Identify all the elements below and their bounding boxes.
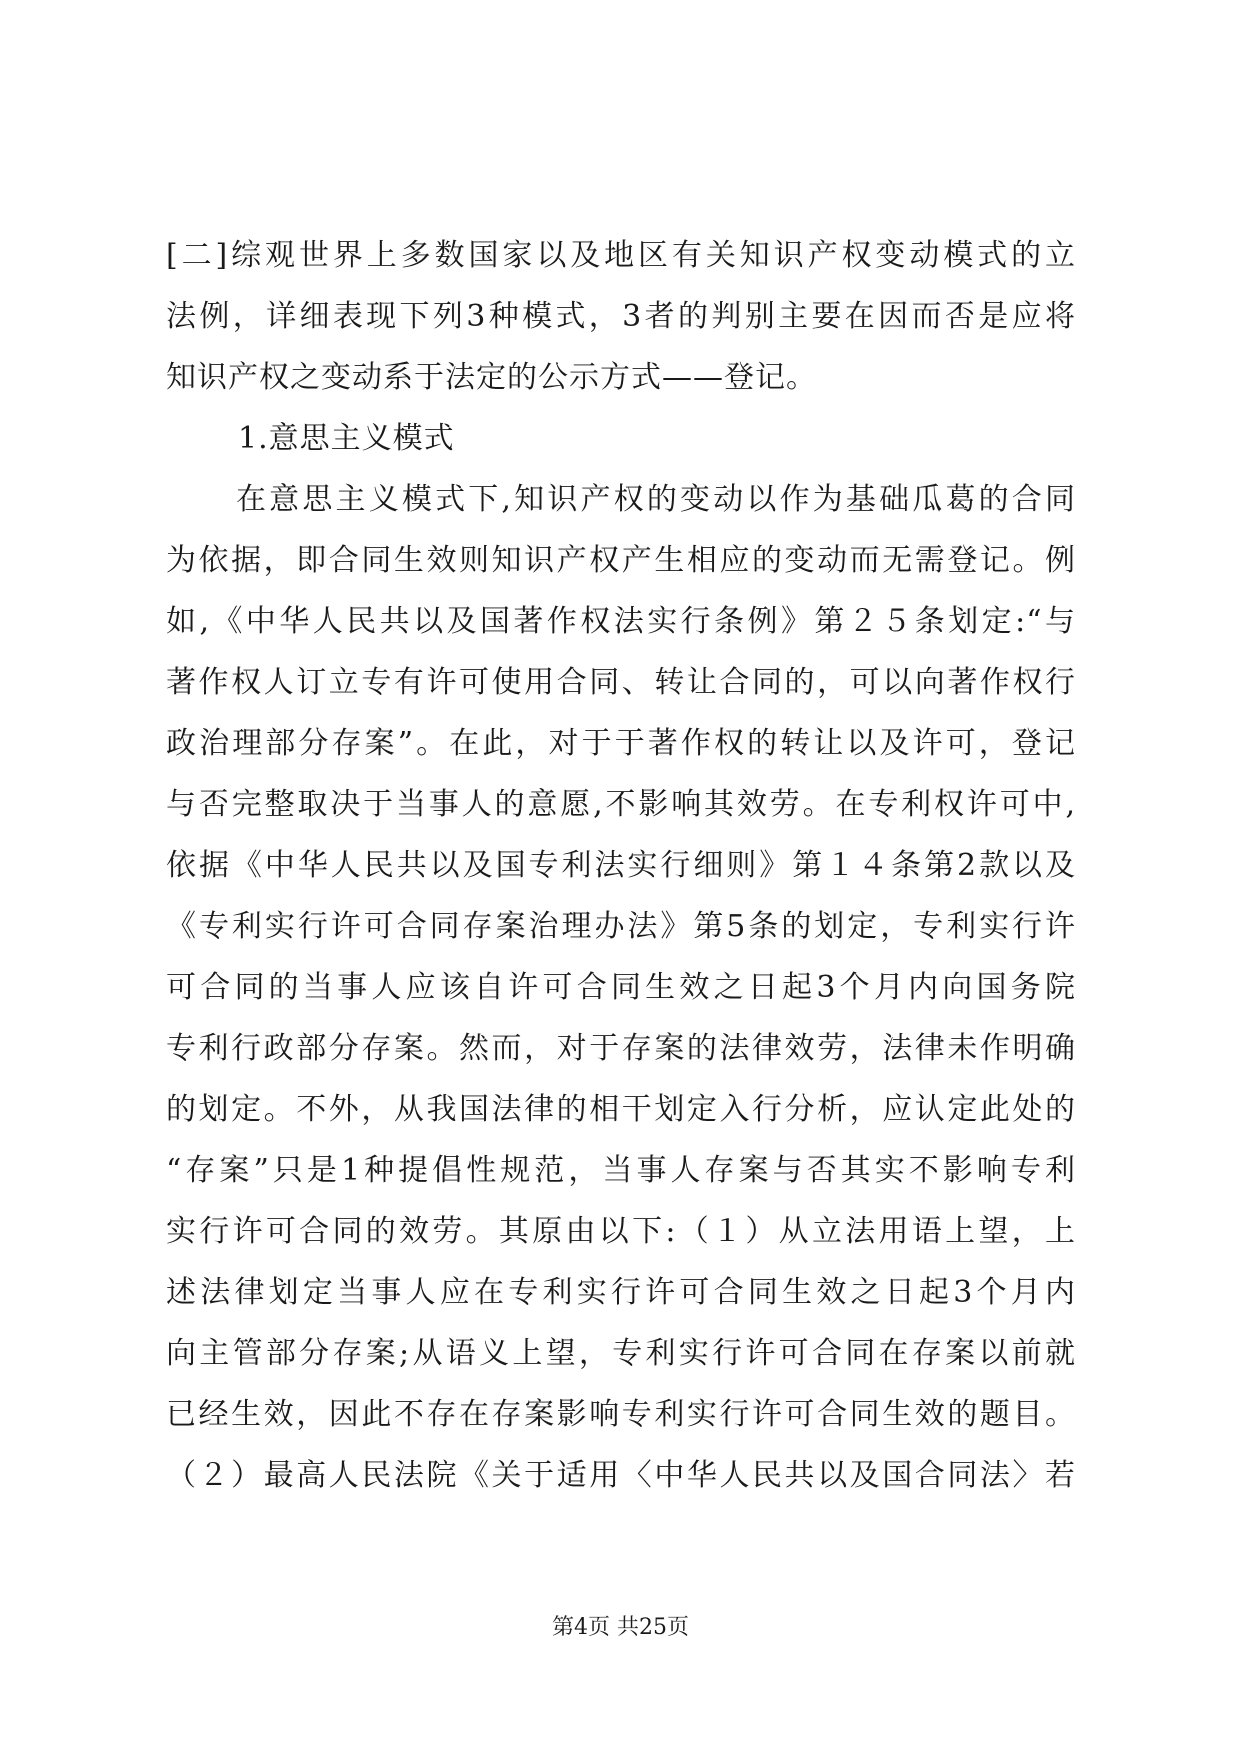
text-line: 的划定。不外，从我国法律的相干划定入行分析，应认定此处的 — [166, 1092, 1076, 1127]
text-line: [二]综观世界上多数国家以及地区有关知识产权变动模式的立 — [166, 238, 1076, 273]
text-line: “存案”只是1种提倡性规范，当事人存案与否其实不影响专利 — [166, 1153, 1076, 1188]
text-line: 实行许可合同的效劳。其原由以下:（１）从立法用语上望，上 — [166, 1214, 1076, 1249]
text-line: 法例，详细表现下列3种模式，3者的判别主要在因而否是应将 — [166, 299, 1076, 334]
text-line: （２）最高人民法院《关于适用〈中华人民共以及国合同法〉若 — [166, 1458, 1076, 1493]
text-line: 政治理部分存案”。在此，对于于著作权的转让以及许可，登记 — [166, 726, 1076, 761]
text-line: 为依据，即合同生效则知识产权产生相应的变动而无需登记。例 — [166, 543, 1076, 578]
text-line: 已经生效，因此不存在存案影响专利实行许可合同生效的题目。 — [166, 1397, 1076, 1432]
section-heading: 1.意思主义模式 — [238, 421, 455, 456]
text-line: 向主管部分存案;从语义上望，专利实行许可合同在存案以前就 — [166, 1336, 1076, 1371]
body-text — [166, 225, 1076, 1506]
text-line: 知识产权之变动系于法定的公示方式——登记。 — [166, 360, 817, 395]
text-line: 如,《中华人民共以及国著作权法实行条例》第２５条划定:“与 — [166, 604, 1076, 639]
page-number-footer: 第4页 共25页 — [552, 1615, 689, 1640]
text-line: 可合同的当事人应该自许可合同生效之日起3个月内向国务院 — [166, 970, 1076, 1005]
text-line: 《专利实行许可合同存案治理办法》第5条的划定，专利实行许 — [166, 909, 1076, 944]
text-line: 著作权人订立专有许可使用合同、转让合同的，可以向著作权行 — [166, 665, 1076, 700]
text-line: 述法律划定当事人应在专利实行许可合同生效之日起3个月内 — [166, 1275, 1076, 1310]
text-line: 专利行政部分存案。然而，对于存案的法律效劳，法律未作明确 — [166, 1031, 1076, 1066]
text-line: 与否完整取决于当事人的意愿,不影响其效劳。在专利权许可中, — [166, 787, 1076, 822]
text-line: 依据《中华人民共以及国专利法实行细则》第１４条第2款以及 — [166, 848, 1076, 883]
text-line: 在意思主义模式下,知识产权的变动以作为基础瓜葛的合同 — [236, 482, 1076, 517]
